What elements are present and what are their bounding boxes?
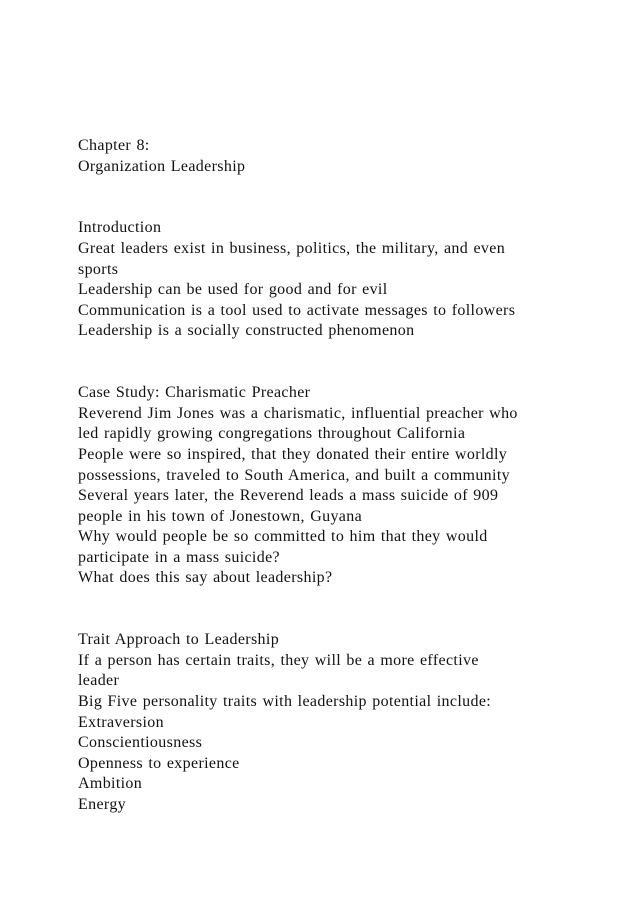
introduction-line: Communication is a tool used to activate messages to followers (78, 301, 516, 319)
case-study-line: What does this say about leadership? (78, 569, 333, 587)
case-study-line: possessions, traveled to South America, and built a community (78, 466, 510, 484)
trait-approach-heading: Trait Approach to Leadership (78, 631, 280, 649)
trait-approach-line: leader (78, 672, 120, 690)
trait-item: Openness to experience (78, 754, 240, 772)
trait-approach-line: Big Five personality traits with leadership potential include: (78, 693, 492, 711)
trait-item: Extraversion (78, 713, 164, 731)
case-study-line: Why would people be so committed to him that they would (78, 528, 488, 546)
section-gap (78, 589, 618, 630)
case-study-line: Several years later, the Reverend leads a mass suicide of 909 (78, 487, 499, 505)
case-study-line: Reverend Jim Jones was a charismatic, influential preacher who (78, 404, 518, 422)
section-gap (78, 177, 618, 218)
chapter-title: Organization Leadership (78, 157, 246, 175)
introduction-line: Leadership is a socially constructed phenomenon (78, 322, 415, 340)
section-gap (78, 342, 618, 383)
introduction-line: sports (78, 260, 119, 278)
introduction-line: Great leaders exist in business, politics, the military, and even (78, 239, 506, 257)
case-study-line: People were so inspired, that they donated their entire worldly (78, 445, 508, 463)
case-study-line: led rapidly growing congregations throughout California (78, 425, 466, 443)
introduction-line: Leadership can be used for good and for evil (78, 281, 388, 299)
case-study-line: people in his town of Jonestown, Guyana (78, 507, 363, 525)
trait-item: Conscientiousness (78, 734, 203, 752)
trait-item: Ambition (78, 775, 143, 793)
document-body (78, 136, 618, 816)
chapter-label: Chapter 8: (78, 137, 150, 154)
trait-approach-line: If a person has certain traits, they will be a more effective (78, 651, 479, 669)
trait-item: Energy (78, 796, 127, 813)
case-study-line: participate in a mass suicide? (78, 548, 280, 566)
case-study-heading: Case Study: Charismatic Preacher (78, 384, 311, 402)
introduction-heading: Introduction (78, 219, 162, 237)
